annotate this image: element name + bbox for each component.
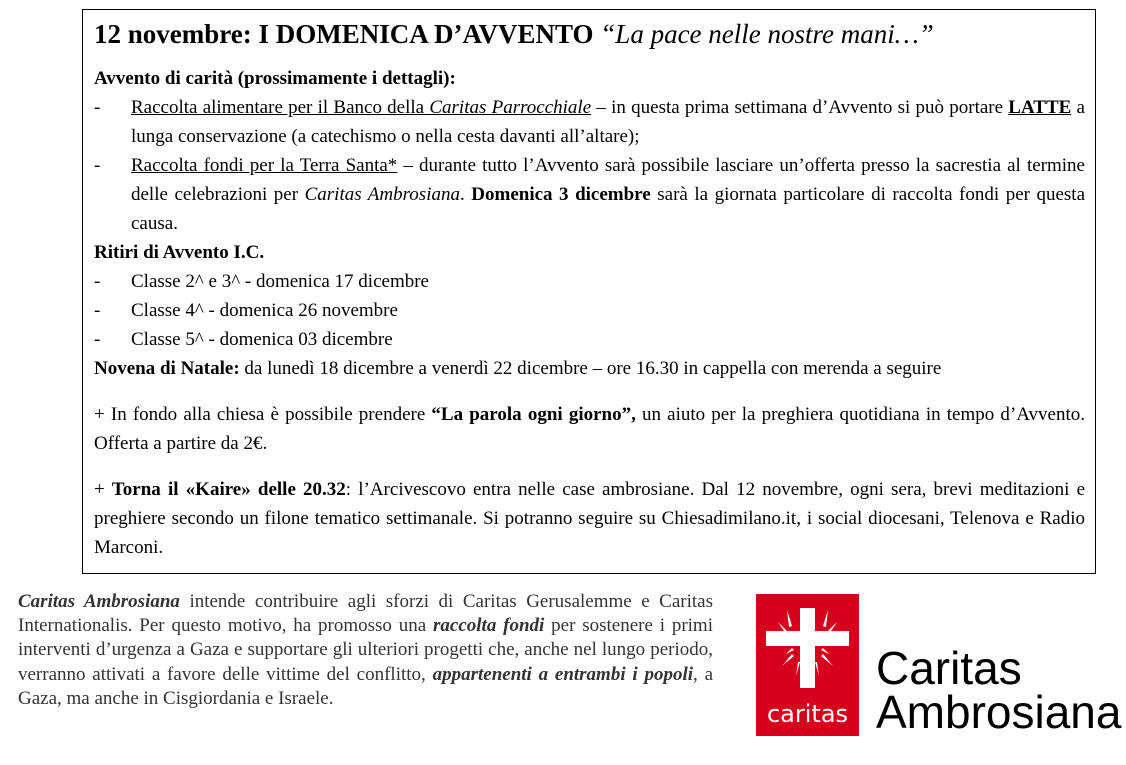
novena-line: Novena di Natale: da lunedì 18 dicembre a venerdì 22 dicembre – ore 16.30 in cappella con merenda a seguire bbox=[94, 358, 942, 379]
caritas-caption: Caritas Ambrosiana intende contribuire agli sforzi di Caritas Gerusalemme e Caritas Internationalis. Per questo motivo, ha promosso una raccolta fondi per sostenere i primi interventi d’urgenza a Gaza e supportare gli ulteriori progetti che, anche nel lungo periodo, verranno attivati a favore delle vittime del conflitto, appartenenti a entrambi i popoli, a Gaza, ma anche in Cisgiordania e Israele. bbox=[18, 591, 713, 709]
page-title: 12 novembre: I DOMENICA D’AVVENTO “La pace nelle nostre mani…” bbox=[94, 19, 934, 49]
caritas-ambrosiana-logotype: Caritas Ambrosiana bbox=[876, 642, 1122, 738]
caritas-mark-text: caritas bbox=[766, 700, 849, 728]
avvento-heading: Avvento di carità (prossimamente i dettagli): bbox=[94, 68, 456, 89]
caritas-logo-mark bbox=[756, 594, 859, 736]
ritiri-heading: Ritiri di Avvento I.C. bbox=[94, 242, 265, 263]
list-item: - Raccolta alimentare per il Banco della Caritas Parrocchiale – in questa prima settimana d’Avvento si può portare LATTE a lunga conservazione (a catechismo o nella cesta davanti all’altare); bbox=[94, 97, 1085, 147]
list-item: - Classe 4^ - domenica 26 novembre bbox=[94, 300, 398, 321]
list-item: - Classe 2^ e 3^ - domenica 17 dicembre bbox=[94, 271, 429, 292]
list-item: - Classe 5^ - domenica 03 dicembre bbox=[94, 329, 393, 350]
list-item: - Raccolta fondi per la Terra Santa* – durante tutto l’Avvento sarà possibile lasciare un’offerta presso la sacrestia al termine delle celebrazioni per Caritas Ambrosiana. Domenica 3 dicembre sarà la giornata particolare di raccolta fondi per questa causa. bbox=[94, 155, 1086, 234]
parola-paragraph: + In fondo alla chiesa è possibile prendere “La parola ogni giorno”, un aiuto per la preghiera quotidiana in tempo d’Avvento. Offerta a partire da 2€. bbox=[94, 404, 1085, 454]
kaire-paragraph: + Torna il «Kaire» delle 20.32: l’Arcivescovo entra nelle case ambrosiane. Dal 12 novembre, ogni sera, brevi meditazioni e preghiere secondo un filone tematico settimanale. Si potranno seguire su Chiesadimilano.it, i social diocesani, Telenova e Radio Marconi. bbox=[94, 479, 1086, 558]
notice-box bbox=[82, 9, 1096, 574]
